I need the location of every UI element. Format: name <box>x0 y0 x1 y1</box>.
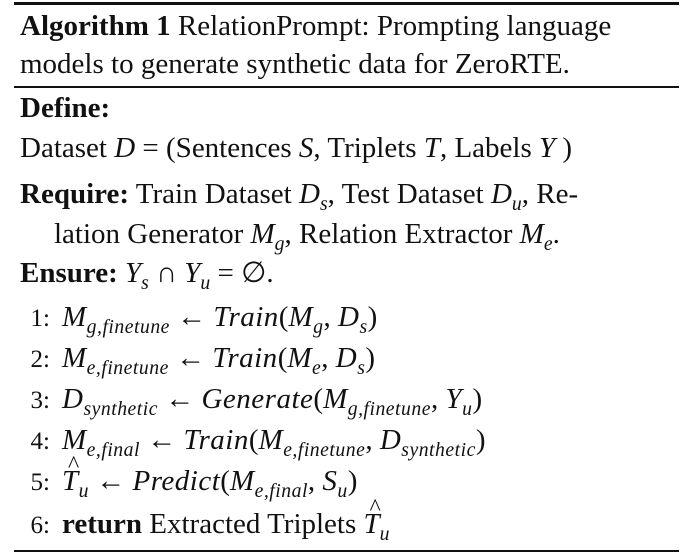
step-5: 5:^ $T_u$ ← $Predict(M_{e,final}$, $S_u$) <box>14 464 357 500</box>
step-3: 3: $D_{synthetic}$ ← $Generate(M_{g,finetune}$, $Y_u$) <box>30 383 483 420</box>
step-4: 4: $M_{e,final}$ ← $Train(M_{e,finetune}$, $D_{synthetic}$) <box>30 424 486 461</box>
algorithm-title-line2: models to generate synthetic data for ZeroRTE. <box>20 48 570 80</box>
require-label: Require: <box>20 178 130 210</box>
require-line1: Require: Train Dataset $D_s$, Test Dataset $D_u$, Re- <box>20 178 579 215</box>
top-rule <box>14 2 679 5</box>
return-keyword: return <box>62 508 143 540</box>
title-rule <box>14 86 679 88</box>
algorithm-title-line1: RelationPrompt: Prompting language <box>177 10 612 42</box>
ensure-label: Ensure: <box>20 257 118 289</box>
step-6: 6: return Extracted Triplets ^ $T_u$ <box>14 507 390 543</box>
require-line2: lation Generator $M_g$, Relation Extractor $M_e$. <box>54 218 560 255</box>
algorithm-label: Algorithm 1 <box>20 10 171 42</box>
step-2: 2: $M_{e,finetune}$ ← $Train(M_e$, $D_s$) <box>30 342 376 379</box>
dataset-definition: Dataset D = (Sentences S, Triplets T, Labels Y ) <box>20 132 573 164</box>
algorithm-title <box>20 9 611 43</box>
define-label: Define: <box>20 92 111 124</box>
step-1: 1: $M_{g,finetune}$ ← $Train(M_g$, $D_s$) <box>30 301 378 338</box>
bottom-rule <box>14 550 679 552</box>
ensure-line: Ensure: $Y_s$ ∩ $Y_u$ = ∅. <box>20 257 274 294</box>
